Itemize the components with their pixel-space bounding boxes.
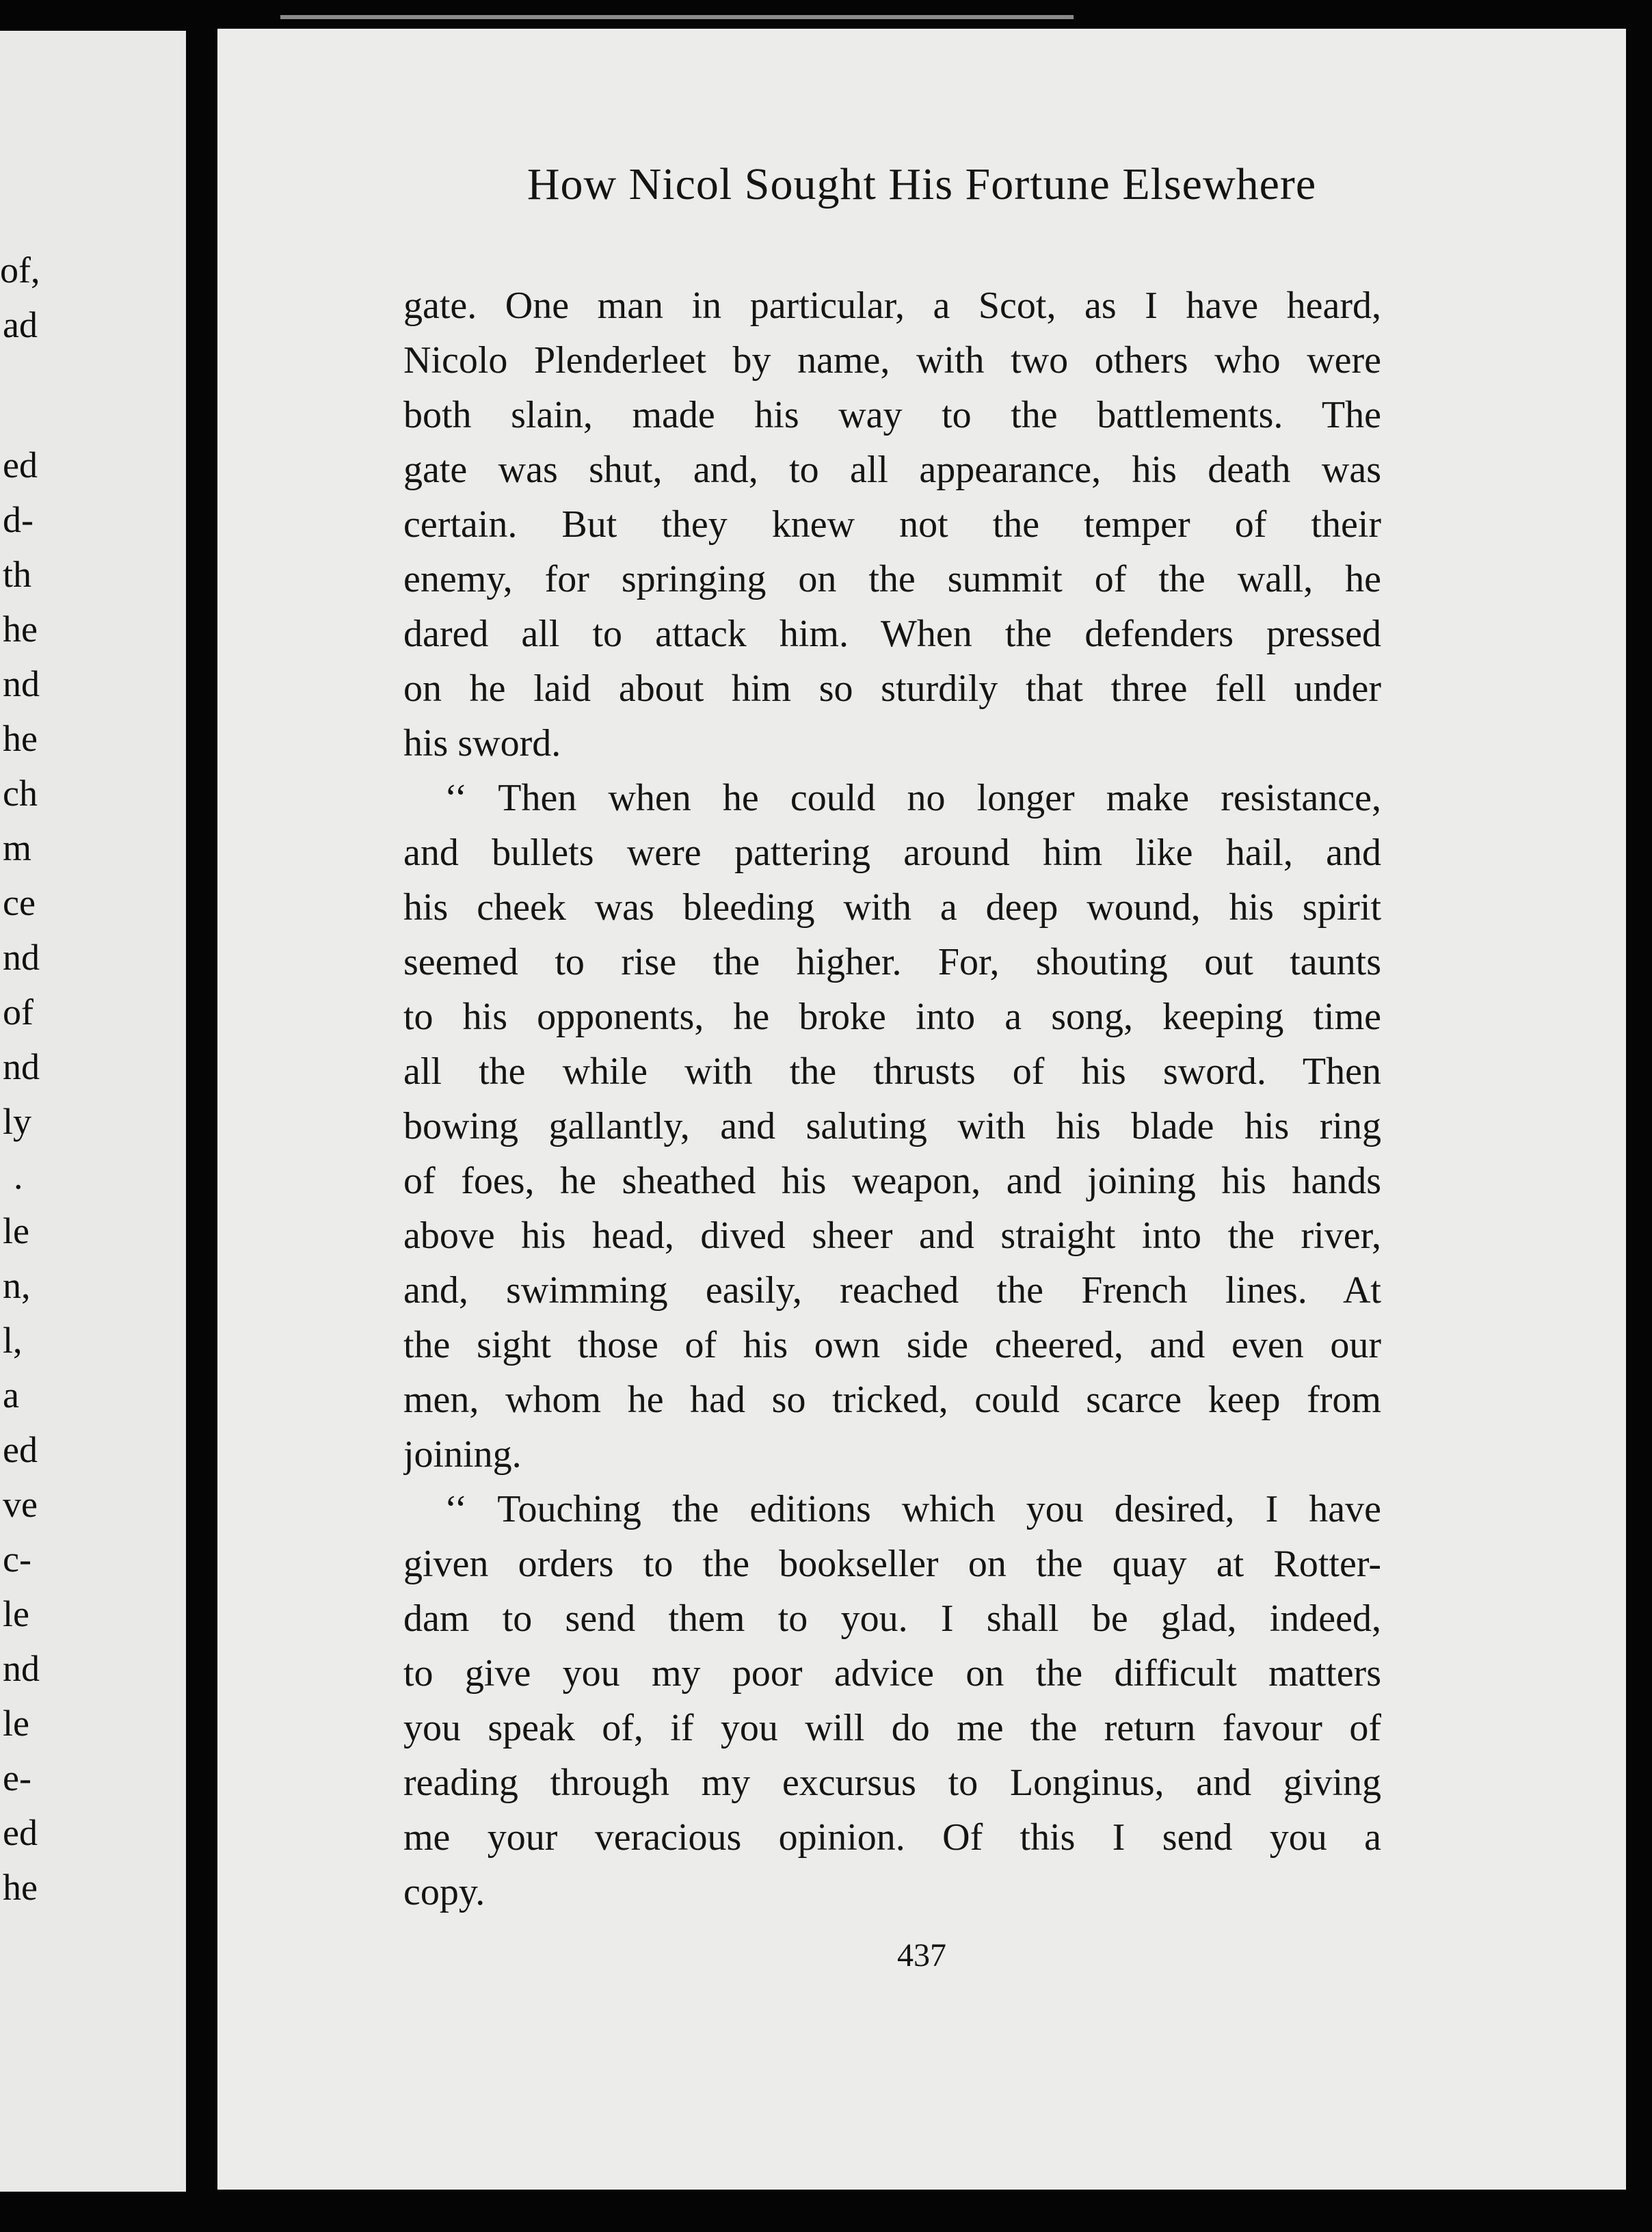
left-page-line-fragment: ad — [3, 304, 38, 345]
text-line: his sword. — [403, 722, 561, 765]
text-line: of foes, he sheathed his weapon, and joining his hands — [403, 1160, 1381, 1202]
text-line: above his head, dived sheer and straight into the river, — [403, 1214, 1381, 1257]
left-page-line-fragment: e- — [3, 1757, 31, 1798]
text-line: to give you my poor advice on the difficult matters — [403, 1652, 1381, 1695]
left-page-line-fragment: of, — [0, 250, 40, 291]
left-page-line-fragment: he — [3, 718, 38, 759]
left-page-line-fragment: ch — [3, 773, 38, 814]
text-line: gate was shut, and, to all appearance, his death was — [403, 449, 1381, 491]
text-line: bowing gallantly, and saluting with his blade his ring — [403, 1105, 1381, 1147]
left-page-line-fragment: nd — [3, 1046, 40, 1087]
left-page-line-fragment: d- — [3, 499, 34, 540]
left-page-line-fragment: nd — [3, 937, 40, 978]
right-page — [217, 29, 1626, 2190]
left-page-line-fragment: le — [3, 1210, 29, 1251]
left-page-line-fragment: ed — [3, 1429, 38, 1470]
text-line: both slain, made his way to the battlements. The — [403, 394, 1381, 436]
text-line: seemed to rise the higher. For, shouting out taunts — [403, 941, 1381, 983]
left-page-line-fragment: n, — [3, 1265, 31, 1306]
left-page-line-fragment: le — [3, 1593, 29, 1634]
left-page-line-fragment: of — [3, 992, 34, 1033]
text-line: copy. — [403, 1871, 485, 1913]
left-page-line-fragment: ly — [3, 1101, 32, 1142]
text-line: and, swimming easily, reached the French lines. At — [403, 1269, 1381, 1312]
text-line: to his opponents, he broke into a song, keeping time — [403, 996, 1381, 1038]
text-line: joining. — [403, 1433, 522, 1476]
running-head: How Nicol Sought His Fortune Elsewhere — [527, 159, 1317, 209]
page-number: 437 — [897, 1937, 946, 1974]
text-line: me your veracious opinion. Of this I send you a — [403, 1816, 1381, 1859]
left-page-line-fragment: c- — [3, 1539, 31, 1580]
body-text — [403, 278, 1381, 1919]
left-page-line-fragment: . — [14, 1156, 23, 1197]
left-page-line-fragment: a — [3, 1374, 19, 1416]
text-line: Nicolo Plenderleet by name, with two others who were — [403, 339, 1381, 382]
left-page-line-fragment: m — [3, 827, 32, 868]
left-page-line-fragment: nd — [3, 663, 40, 704]
text-line: ‘‘ Then when he could no longer make resistance, — [444, 777, 1381, 819]
text-line: dam to send them to you. I shall be glad, indeed, — [403, 1597, 1381, 1640]
text-line: gate. One man in particular, a Scot, as I have heard, — [403, 284, 1381, 327]
text-line: all the while with the thrusts of his sword. Then — [403, 1050, 1381, 1093]
left-page-line-fragment: he — [3, 609, 38, 650]
text-line: on he laid about him so sturdily that three fell under — [403, 667, 1381, 710]
text-line: dared all to attack him. When the defenders pressed — [403, 613, 1381, 655]
text-line: enemy, for springing on the summit of the wall, he — [403, 558, 1381, 600]
left-page-fragment — [0, 31, 186, 2192]
left-page-line-fragment: ve — [3, 1484, 38, 1525]
left-page-line-fragment: ce — [3, 882, 36, 923]
left-page-line-fragment: l, — [3, 1320, 23, 1361]
text-line: men, whom he had so tricked, could scarce keep from — [403, 1379, 1381, 1421]
text-line: his cheek was bleeding with a deep wound, his spirit — [403, 886, 1381, 929]
text-line: reading through my excursus to Longinus, and giving — [403, 1762, 1381, 1804]
text-line: certain. But they knew not the temper of their — [403, 503, 1381, 546]
left-page-line-fragment: le — [3, 1703, 29, 1744]
left-page-line-fragment: ed — [3, 1812, 38, 1853]
top-rule — [280, 15, 1074, 19]
left-page-line-fragment: ed — [3, 444, 38, 486]
text-line: and bullets were pattering around him like hail, and — [403, 832, 1381, 874]
left-page-line-fragment: nd — [3, 1648, 40, 1689]
left-page-line-fragment: th — [3, 554, 32, 595]
text-line: ‘‘ Touching the editions which you desired, I have — [444, 1488, 1381, 1530]
text-line: you speak of, if you will do me the return favour of — [403, 1707, 1381, 1749]
text-line: the sight those of his own side cheered, and even our — [403, 1324, 1381, 1366]
text-line: given orders to the bookseller on the quay at Rotter- — [403, 1543, 1381, 1585]
left-page-line-fragment: he — [3, 1867, 38, 1908]
